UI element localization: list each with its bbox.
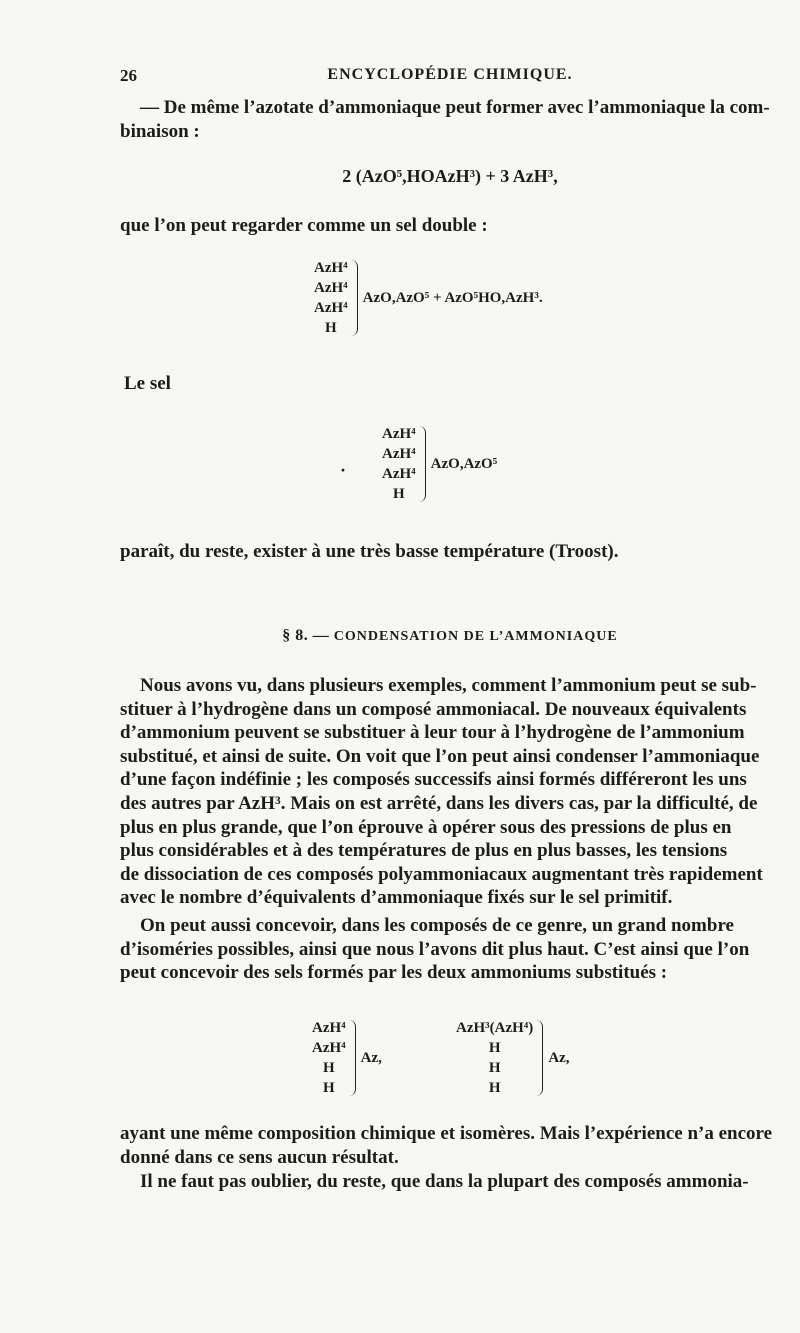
formula-rhs: Az, [548,1049,570,1066]
text-line: Nous avons vu, dans plusieurs exemples, comment l’ammonium peut se sub- [140,675,757,696]
formula-term: H [488,1080,501,1096]
brace [349,1020,356,1096]
intro-paragraph [120,96,780,143]
formula-stack [382,424,416,504]
text-line: ayant une même composition chimique et isomères. Mais l’expérience n’a encore [120,1123,773,1144]
formula-rhs: Az, [360,1049,382,1066]
equation: 2 (AzO⁵,HOAzH³) + 3 AzH³, [342,166,558,186]
text-line: d’ammonium peuvent se substituer à leur tour à l’hydrogène de l’ammonium [120,722,745,744]
page-number: 26 [120,66,137,85]
intro-line: binaison : [120,120,200,142]
formula-term: AzH⁴ [382,426,416,442]
paragraph-result [120,1122,780,1169]
double-salt-text: que l’on peut regarder comme un sel double : [120,215,488,236]
brace [536,1020,543,1096]
text-line: plus en plus grande, que l’on éprouve à opérer sous des pressions de plus en [120,816,732,838]
formula-term: H [488,1040,501,1056]
formula-term: AzH⁴ [314,300,348,316]
text-line: substitué, et ainsi de suite. On voit que l’on peut ainsi condenser l’ammoniaque [120,745,760,767]
paragraph-condensation [120,674,780,910]
brace [419,426,426,502]
formula-term: AzH⁴ [312,1040,346,1056]
text-line: On peut aussi concevoir, dans les composés de ce genre, un grand nombre [140,915,734,936]
formula-term: H [392,486,405,502]
formula-term: H [324,320,337,336]
brace [351,260,358,336]
formula-term: AzH⁴ [314,280,348,296]
formula-term: AzH⁴ [382,466,416,482]
formula-term: H [322,1080,335,1096]
text-line: d’isoméries possibles, ainsi que nous l’avons dit plus haut. C’est ainsi que l’on [120,938,750,960]
section-heading [120,627,780,645]
text-line: des autres par AzH³. Mais on est arrêté, dans les divers cas, par la difficulté, de [120,792,758,814]
running-head: ENCYCLOPÉDIE CHIMIQUE. [327,66,573,83]
text-line: avec le nombre d’équivalents d’ammoniaque fixés sur le sel primitif. [120,887,673,909]
page-header [120,66,780,90]
formula-stack [312,1018,346,1098]
troost-text: paraît, du reste, exister à une très basse température (Troost). [120,541,619,562]
text-line: plus considérables et à des températures de plus en plus basses, les tensions [120,840,728,862]
formula-term: H [322,1060,335,1076]
formula-term: AzH⁴ [314,260,348,276]
text-line: d’une façon indéfinie ; les composés successifs ainsi formés différeront les uns [120,769,747,791]
formula-rhs: AzO,AzO⁵ + AzO⁵HO,AzH³. [362,289,543,306]
formula-stack [314,258,348,338]
text-line: stituer à l’hydrogène dans un composé ammoniacal. De nouveaux équivalents [120,698,747,720]
formula-term: AzH⁴ [312,1020,346,1036]
text-line: donné dans ce sens aucun résultat. [120,1146,399,1168]
dot-mark: · [340,460,347,480]
le-sel-label: Le sel [124,373,171,394]
formula-isomer-2 [456,1018,570,1098]
paragraph-closing [120,1170,780,1194]
formula-term: AzH³(AzH⁴) [456,1020,534,1036]
formula-isomer-1 [312,1018,382,1098]
formula-stack [456,1018,533,1098]
formula-salt [382,424,497,504]
formula-double-salt [314,258,543,338]
formula-term: AzH⁴ [382,446,416,462]
text-line: Il ne faut pas oublier, du reste, que dans la plupart des composés ammonia- [140,1171,749,1192]
section-dash: — [312,627,330,644]
formula-rhs: AzO,AzO⁵ [430,455,498,472]
text-line: peut concevoir des sels formés par les deux ammoniums substitués : [120,962,668,984]
section-number: § 8. [282,627,309,644]
formula-term: H [488,1060,501,1076]
text-line: de dissociation de ces composés polyammoniacaux augmentant très rapidement [120,863,763,885]
paragraph-isomeries [120,914,780,985]
section-title: CONDENSATION DE L’AMMONIAQUE [333,629,618,644]
intro-line: — De même l’azotate d’ammoniaque peut former avec l’ammoniaque la com- [140,97,770,118]
